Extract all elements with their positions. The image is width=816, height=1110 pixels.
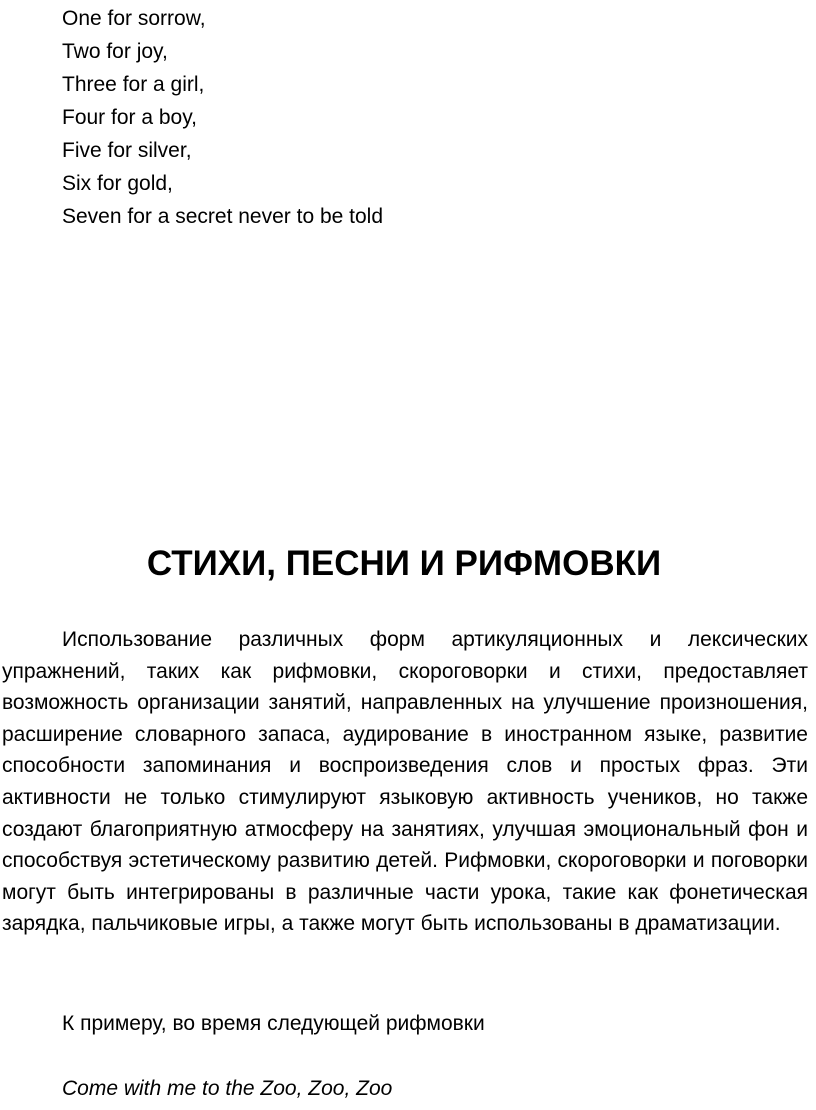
example-intro: К примеру, во время следующей рифмовки xyxy=(62,1012,485,1035)
poem-line: Five for silver, xyxy=(62,139,192,162)
rhyme-example-line: Come with me to the Zoo, Zoo, Zoo xyxy=(62,1077,393,1100)
section-heading: СТИХИ, ПЕСНИ И РИФМОВКИ xyxy=(146,544,662,583)
poem-line: Four for a boy, xyxy=(62,106,198,129)
poem-line: Six for gold, xyxy=(62,172,173,195)
poem-line: Three for a girl, xyxy=(62,73,205,96)
body-paragraph: Использование различных форм артикуляционных и лексических упражнений, таких как рифмовки, скороговорки и стихи, предоставляет возможность организации занятий, направленных на улучшение произношения, расширение словарного запаса, аудирование в иностранном языке, развитие способности запоминания и воспроизведения слов и простых фраз. Эти активности не только стимулируют языковую активность учеников, но также создают благоприятную атмосферу на занятиях, улучшая эмоциональный фон и способствуя эстетическому развитию детей. Рифмовки, скороговорки и поговорки могут быть интегрированы в различные части урока, такие как фонетическая зарядка, пальчиковые игры, а также могут быть использованы в драматизации. xyxy=(2,628,808,936)
poem xyxy=(62,2,383,233)
poem-line: Two for joy, xyxy=(62,40,168,63)
poem-line: Seven for a secret never to be told xyxy=(62,205,384,228)
poem-line: One for sorrow, xyxy=(62,7,206,30)
